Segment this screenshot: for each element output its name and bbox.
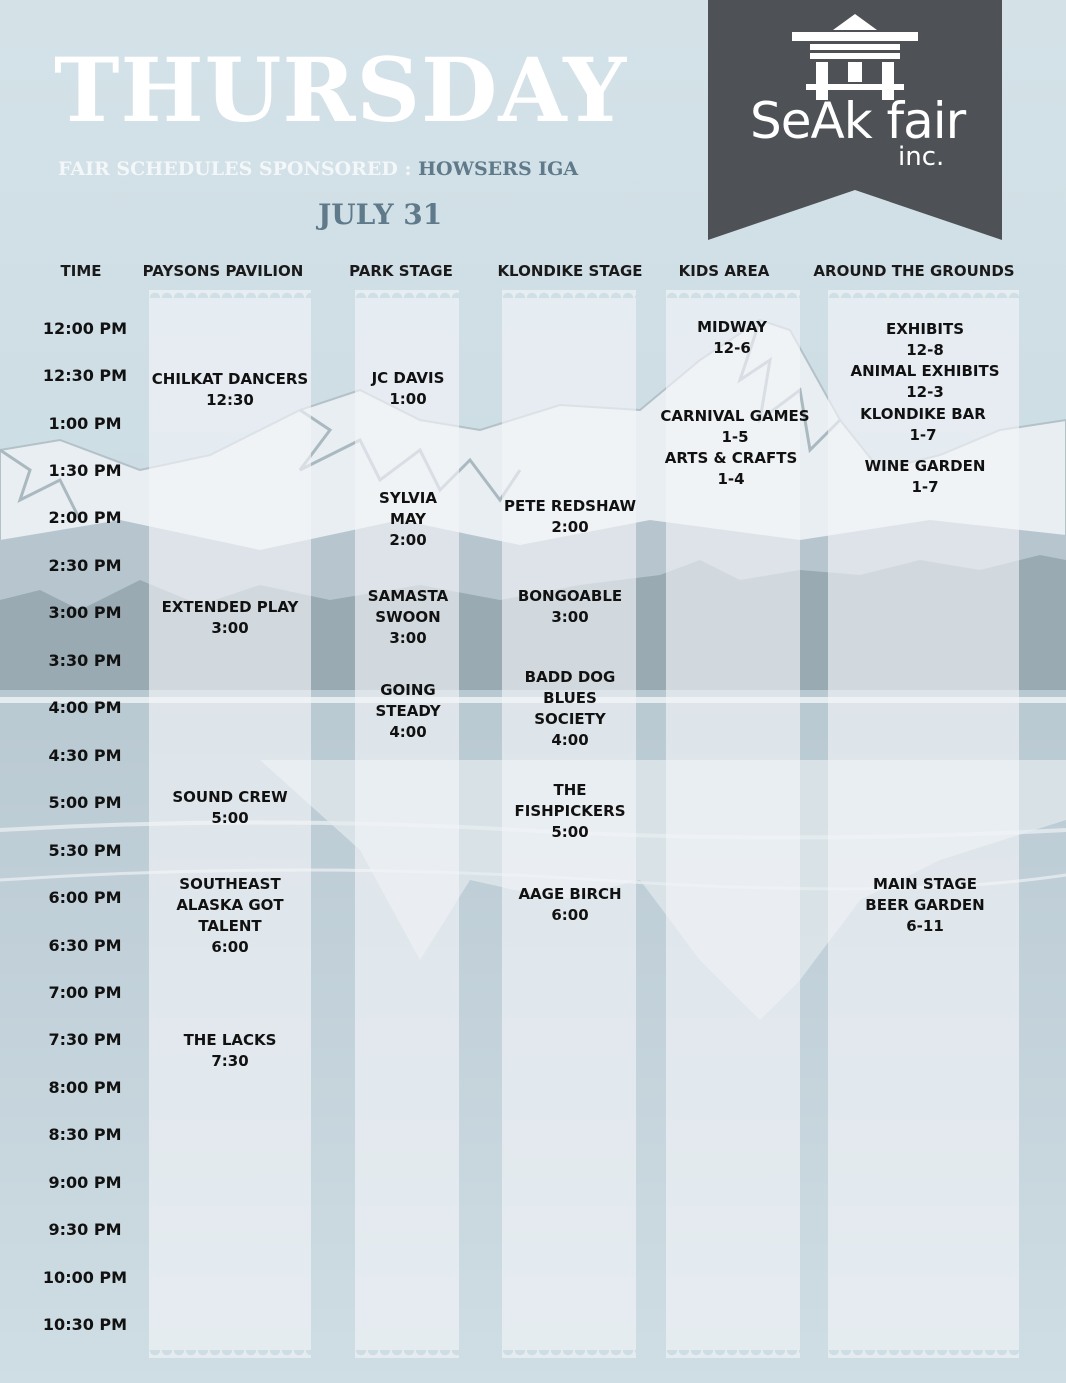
event-time: 6:00 — [211, 938, 249, 956]
time-slot-label: 9:00 PM — [48, 1173, 122, 1192]
event-date: JULY 31 — [318, 198, 443, 231]
event-name: SOUND CREW — [172, 788, 288, 806]
event-time: 5:00 — [551, 823, 589, 841]
column-header-paysons-pavilion: PAYSONS PAVILION — [142, 262, 304, 280]
time-slot-label: 1:30 PM — [48, 461, 122, 480]
event-time: 6:00 — [551, 906, 589, 924]
event-name: MIDWAY — [697, 318, 767, 336]
event-name: THE FISHPICKERS — [514, 781, 626, 820]
event-arts-and-crafts — [650, 448, 812, 490]
event-name: AAGE BIRCH — [518, 885, 622, 903]
event-time: 1-7 — [909, 426, 937, 444]
sponsor-name: HOWSERS IGA — [418, 158, 579, 180]
time-slot-label: 4:30 PM — [48, 746, 122, 765]
time-slot-label: 8:30 PM — [48, 1125, 122, 1144]
time-slot-label: 8:00 PM — [48, 1078, 122, 1097]
event-name: MAIN STAGE BEER GARDEN — [865, 875, 985, 914]
event-name: WINE GARDEN — [864, 457, 986, 475]
event-time: 5:00 — [211, 809, 249, 827]
event-jc-davis — [343, 368, 473, 410]
time-slot-label: 2:30 PM — [48, 556, 122, 575]
time-slot-label: 3:30 PM — [48, 651, 122, 670]
event-time: 6-11 — [906, 917, 944, 935]
event-bongoable — [494, 586, 646, 628]
event-name: CHILKAT DANCERS — [151, 370, 309, 388]
time-slot-label: 3:00 PM — [48, 603, 122, 622]
event-time: 2:00 — [389, 531, 427, 549]
event-name: THE LACKS — [183, 1031, 277, 1049]
event-the-lacks — [140, 1030, 320, 1072]
event-time: 1-5 — [721, 428, 749, 446]
column-header-klondike-stage: KLONDIKE STAGE — [497, 262, 643, 280]
seak-fair-logo-banner — [708, 0, 1002, 242]
event-southeast-alaska-got-talent — [140, 874, 320, 958]
event-name: PETE REDSHAW — [503, 497, 637, 515]
event-exhibits — [830, 319, 1020, 361]
time-slot-label: 10:00 PM — [42, 1268, 128, 1287]
event-the-fishpickers — [494, 780, 646, 843]
event-time: 3:00 — [551, 608, 589, 626]
event-time: 2:00 — [551, 518, 589, 536]
time-slot-label: 9:30 PM — [48, 1220, 122, 1239]
event-time: 1:00 — [389, 390, 427, 408]
logo-wordmark: SeAk fair — [750, 92, 966, 150]
event-time: 4:00 — [551, 731, 589, 749]
time-slot-label: 7:30 PM — [48, 1030, 122, 1049]
event-name: ARTS & CRAFTS — [664, 449, 798, 467]
event-klondike-bar — [830, 404, 1016, 446]
event-going-steady — [343, 680, 473, 743]
event-name: JC DAVIS — [371, 369, 445, 387]
event-name: BADD DOG BLUES SOCIETY — [524, 668, 616, 728]
event-main-stage-beer-garden — [830, 874, 1020, 937]
time-slot-label: 12:00 PM — [42, 319, 128, 338]
event-name: SAMASTA SWOON — [367, 587, 449, 626]
event-time: 7:30 — [211, 1052, 249, 1070]
event-time: 3:00 — [389, 629, 427, 647]
column-header-around-the-grounds: AROUND THE GROUNDS — [813, 262, 1015, 280]
event-midway — [652, 317, 812, 359]
event-extended-play — [140, 597, 320, 639]
event-animal-exhibits — [830, 361, 1020, 403]
event-time: 12-8 — [906, 341, 944, 359]
event-samasta-swoon — [343, 586, 473, 649]
event-chilkat-dancers — [140, 369, 320, 411]
column-header-time: TIME — [60, 262, 102, 280]
event-pete-redshaw — [494, 496, 646, 538]
event-sylvia-may — [343, 488, 473, 551]
event-carnival-games — [650, 406, 820, 448]
logo-suffix: inc. — [898, 142, 945, 172]
time-slot-label: 6:00 PM — [48, 888, 122, 907]
event-name: EXTENDED PLAY — [161, 598, 299, 616]
time-slot-label: 10:30 PM — [42, 1315, 128, 1334]
time-slot-label: 1:00 PM — [48, 414, 122, 433]
event-name: CARNIVAL GAMES — [660, 407, 810, 425]
time-slot-label: 4:00 PM — [48, 698, 122, 717]
sponsor-line — [58, 158, 578, 180]
event-name: SYLVIA MAY — [379, 489, 437, 528]
time-slot-label: 2:00 PM — [48, 508, 122, 527]
column-header-kids-area: KIDS AREA — [678, 262, 770, 280]
event-wine-garden — [830, 456, 1020, 498]
event-name: GOING STEADY — [375, 681, 441, 720]
time-slot-label: 6:30 PM — [48, 936, 122, 955]
event-time: 1-7 — [911, 478, 939, 496]
event-sound-crew — [140, 787, 320, 829]
event-name: EXHIBITS — [886, 320, 964, 338]
event-time: 12-3 — [906, 383, 944, 401]
time-slot-label: 5:00 PM — [48, 793, 122, 812]
time-slot-label: 7:00 PM — [48, 983, 122, 1002]
column-header-park-stage: PARK STAGE — [349, 262, 453, 280]
event-badd-dog-blues-society — [494, 667, 646, 751]
event-name: SOUTHEAST ALASKA GOT TALENT — [176, 875, 284, 935]
event-time: 12:30 — [206, 391, 254, 409]
event-name: ANIMAL EXHIBITS — [850, 362, 1000, 380]
event-time: 1-4 — [717, 470, 745, 488]
strip-park-stage — [355, 298, 459, 1350]
sponsor-prefix: FAIR SCHEDULES SPONSORED : — [58, 158, 419, 180]
page-title: THURSDAY — [54, 38, 628, 142]
event-aage-birch — [494, 884, 646, 926]
event-name: KLONDIKE BAR — [860, 405, 986, 423]
event-name: BONGOABLE — [517, 587, 623, 605]
event-time: 12-6 — [713, 339, 751, 357]
event-time: 3:00 — [211, 619, 249, 637]
event-time: 4:00 — [389, 723, 427, 741]
time-slot-label: 5:30 PM — [48, 841, 122, 860]
time-slot-label: 12:30 PM — [42, 366, 128, 385]
